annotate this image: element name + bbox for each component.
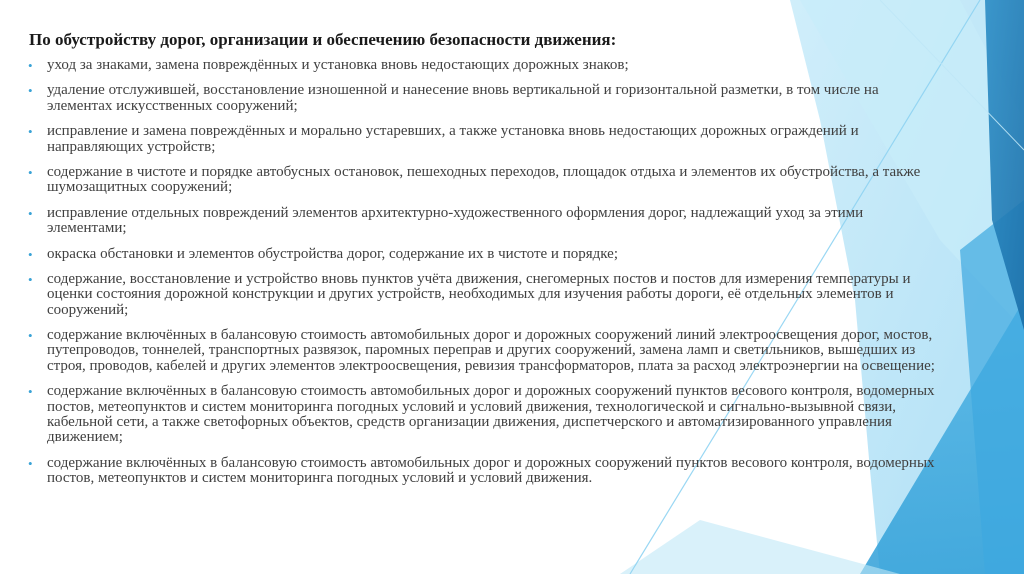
bullet-marker-icon: • [28,205,33,221]
bullet-marker-icon: • [28,272,33,288]
list-item-text: удаление отслужившей, восстановление изношенной и нанесение вновь вертикальной и горизонтальной разметки, в том числе на элементах искусственных сооружений; [47,82,879,114]
list-item [26,384,946,445]
list-item [26,328,946,374]
bullet-marker-icon: • [28,246,33,262]
list-item [26,456,946,487]
list-item-text: содержание включённых в балансовую стоимость автомобильных дорог и дорожных сооружений пунктов весового контроля, водомерных постов, метеопунктов и систем мониторинга погодных условий и условий движения. [47,454,935,486]
list-item [26,58,946,73]
list-item-text: содержание включённых в балансовую стоимость автомобильных дорог и дорожных сооружений линий электроосвещения дорог, мостов, путепроводов, тоннелей, транспортных развязок, паромных переправ и других сооружений, замена ламп и светильников, вышедших из строя, проводов, кабелей и других элементов электроосвещения, ревизия трансформаторов, плата за расход электроэнергии на освещение; [47,327,935,374]
list-item-text: содержание, восстановление и устройство вновь пунктов учёта движения, снегомерных постов и постов для измерения температуры и оценки состояния дорожной конструкции и других устройств, необходимых для изучения работы дороги, её отдельных элементов и сооружений; [47,271,911,318]
list-item [26,247,946,262]
bullet-marker-icon: • [28,124,33,140]
list-item-text: исправление отдельных повреждений элементов архитектурно-художественного оформления дорог, надлежащий уход за этими элементами; [47,204,864,237]
list-item [26,83,946,114]
slide-heading: По обустройству дорог, организации и обеспечению безопасности движения: [29,30,617,49]
list-item-text: исправление и замена повреждённых и морально устаревших, а также установка вновь недостающих дорожных ограждений и направляющих устройств; [47,123,859,155]
bullet-list [26,58,946,486]
bullet-marker-icon: • [28,455,33,471]
list-item [26,165,946,196]
bullet-marker-icon: • [28,165,33,181]
list-item [26,206,946,237]
list-item-text: содержание включённых в балансовую стоимость автомобильных дорог и дорожных сооружений пунктов весового контроля, водомерных постов, метеопунктов и систем мониторинга погодных условий и условий движения, технологической и сигнально-вызывной связи, кабельной сети, а также светофорных объектов, средств организации движения, диспетчерского и автоматизированного управления движением; [47,383,935,446]
list-item [26,124,946,155]
list-item-text: содержание в чистоте и порядке автобусных остановок, пешеходных переходов, площадок отдыха и элементов их обустройства, а также шумозащитных сооружений; [47,164,921,196]
slide-content [26,30,946,496]
bottom-light-wedge [620,520,900,574]
bullet-marker-icon: • [28,384,33,400]
list-item-text: окраска обстановки и элементов обустройства дорог, содержание их в чистоте и порядке; [47,245,619,262]
bullet-marker-icon: • [28,83,33,99]
bullet-marker-icon: • [28,58,33,73]
list-item-text: уход за знаками, замена повреждённых и установка вновь недостающих дорожных знаков; [47,57,629,73]
list-item [26,272,946,318]
bullet-marker-icon: • [28,328,33,344]
